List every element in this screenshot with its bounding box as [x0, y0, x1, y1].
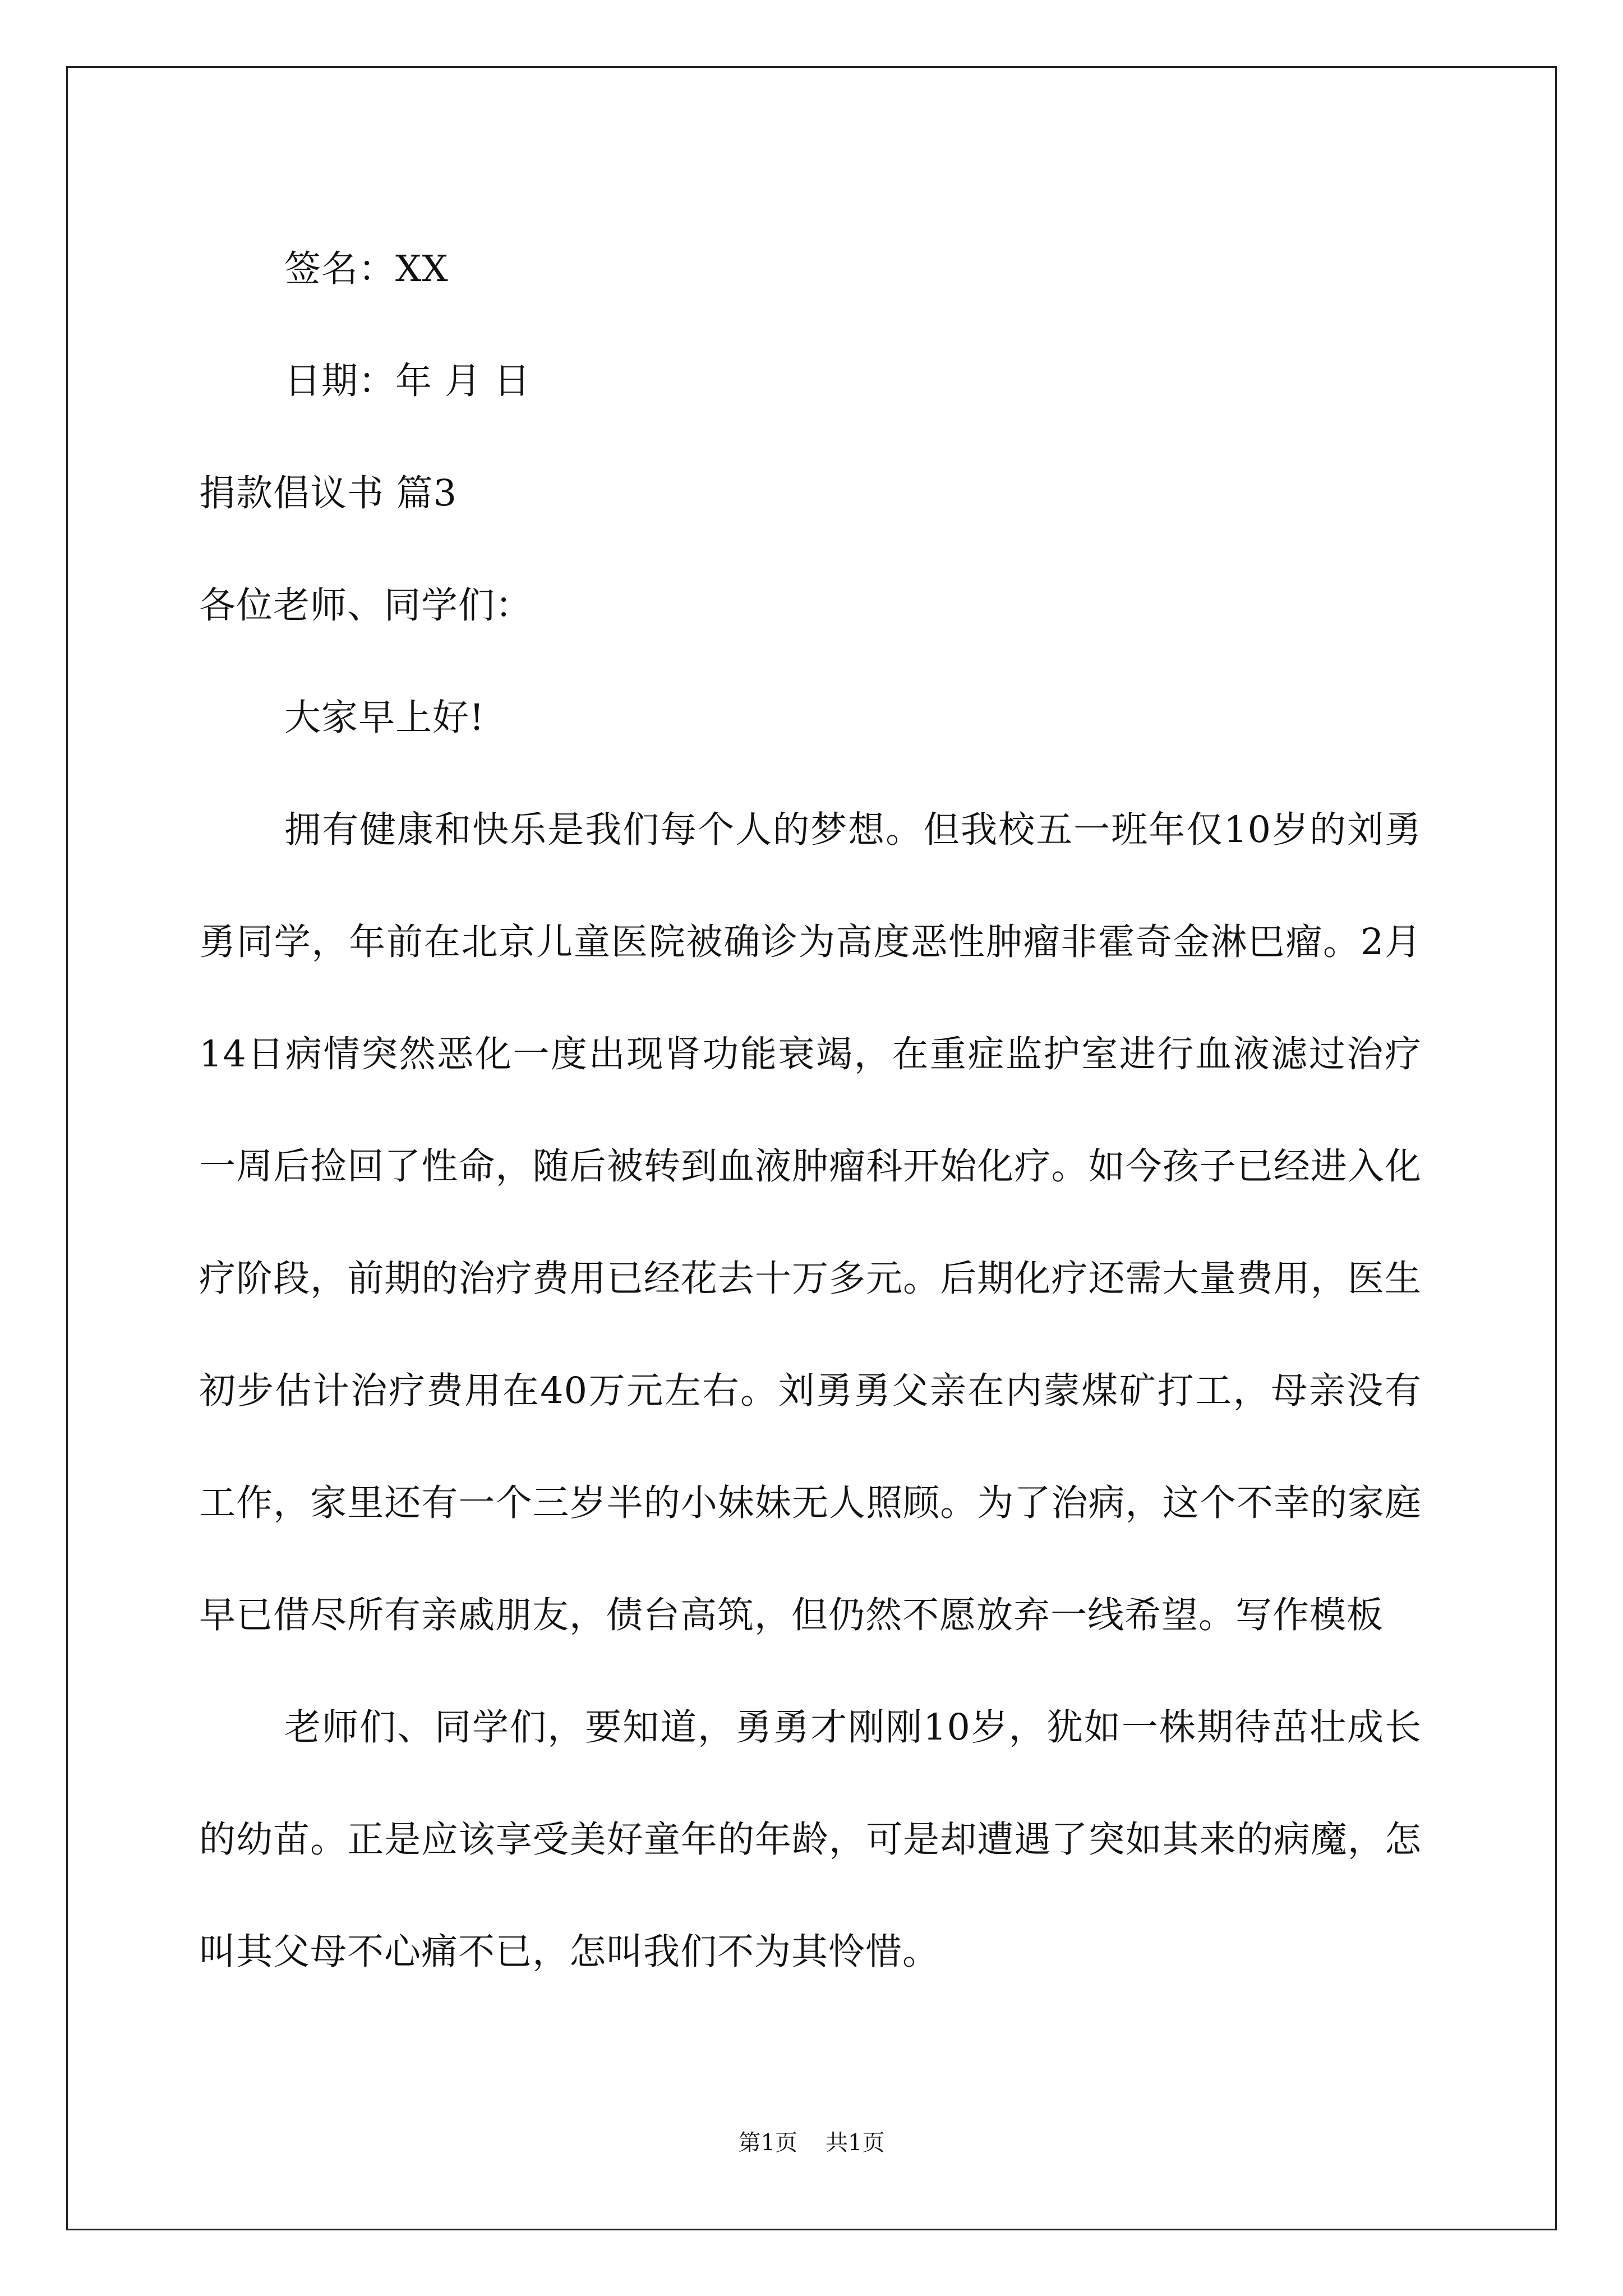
paragraph: 老师们、同学们，要知道，勇勇才刚刚10岁，犹如一株期待茁壮成长的幼苗。正是应该享受美好童年的年龄，可是却遭遇了突如其来的病魔，怎叫其父母不心痛不已，怎叫我们不为其怜惜。 — [199, 1706, 1422, 1973]
date-line: 日期：年 月 日 — [284, 360, 531, 402]
paragraph: 拥有健康和快乐是我们每个人的梦想。但我校五一班年仅10岁的刘勇勇同学，年前在北京儿童医院被确诊为高度恶性肿瘤非霍奇金淋巴瘤。2月14日病情突然恶化一度出现肾功能衰竭，在重症监护室进行血液滤过治疗一周后捡回了性命，随后被转到血液肿瘤科开始化疗。如今孩子已经进入化疗阶段，前期的治疗费用已经花去十万多元。后期化疗还需大量费用，医生初步估计治疗费用在40万元左右。刘勇勇父亲在内蒙煤矿打工，母亲没有工作，家里还有一个三岁半的小妹妹无人照顾。为了治病，这个不幸的家庭早已借尽所有亲戚朋友，债台高筑，但仍然不愿放弃一线希望。写作模板 — [199, 809, 1422, 1636]
signature-line: 签名：XX — [284, 248, 449, 290]
section-title: 捐款倡议书 篇3 — [199, 472, 458, 514]
salutation: 各位老师、同学们： — [199, 585, 533, 627]
document-body — [199, 213, 1422, 2008]
greeting: 大家早上好! — [284, 697, 485, 739]
page-number: 第1页 — [738, 2130, 797, 2156]
page-total: 共1页 — [826, 2130, 885, 2156]
page-footer — [0, 2126, 1623, 2160]
